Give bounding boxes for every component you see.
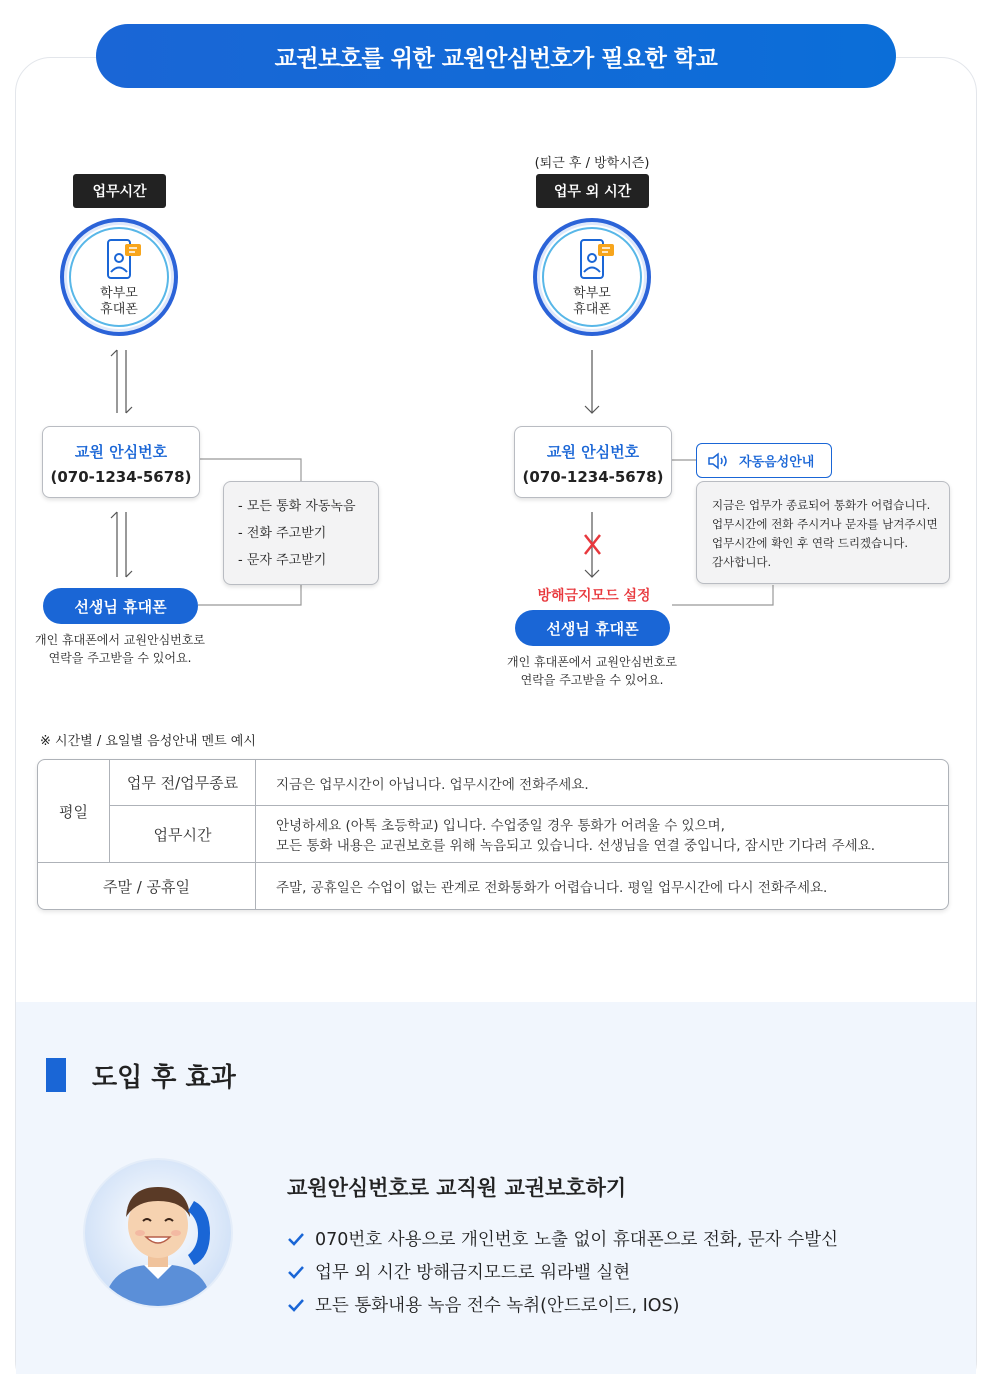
effects-title: 교원안심번호로 교직원 교권보호하기 [287,1176,627,1200]
ment-table-title: ※ 시간별 / 요일별 음성안내 멘트 예시 [40,734,256,749]
effect-text: 업무 외 시간 방해금지모드로 워라밸 실현 [315,1263,631,1283]
table-row [38,806,948,863]
row-label: 주말 / 공휴일 [38,863,256,909]
bidirectional-arrow-top [111,350,132,413]
circle-label-line1: 학부모 [573,286,611,301]
teacher-phone-desc: 개인 휴대폰에서 교원안심번호로 연락을 주고받을 수 있어요. [35,633,205,665]
teacher-avatar [82,1157,234,1309]
feature-item: - 모든 통화 자동녹음 [238,499,356,514]
weekday-cell: 평일 [38,760,110,863]
work-hours-tag: 업무시간 [73,174,166,208]
check-icon [287,1298,305,1312]
parent-phone-circle [533,218,651,336]
row-label: 업무 전/업무종료 [110,760,256,806]
teacher-phone-desc: 개인 휴대폰에서 교원안심번호로 연락을 주고받을 수 있어요. [507,655,677,687]
safe-number-box [42,426,200,498]
feature-item: - 문자 주고받기 [238,553,327,568]
feature-item: - 전화 주고받기 [238,526,327,541]
parent-phone-circle [60,218,178,336]
parent-phone-icon [106,236,144,282]
safe-number-value: (070-1234-5678) [50,468,192,486]
effect-text: 070번호 사용으로 개인번호 노출 없이 휴대폰으로 전화, 문자 수발신 [315,1230,838,1250]
list-item [287,1255,838,1288]
effect-text: 모든 통화내용 녹음 전수 녹취(안드로이드, IOS) [315,1296,680,1316]
bidirectional-arrow-bottom [111,512,132,577]
safe-number-value: (070-1234-5678) [522,468,664,486]
list-item [287,1288,838,1321]
teacher-phone-pill: 선생님 휴대폰 [515,610,670,646]
speaker-icon [707,452,731,470]
teacher-phone-pill: 선생님 휴대폰 [43,588,198,624]
check-icon [287,1265,305,1279]
safe-number-title: 교원 안심번호 [546,443,640,461]
circle-label-line2: 휴대폰 [573,302,611,317]
after-hours-note: (퇴근 후 / 방학시즌) [534,156,650,171]
down-arrow-top [585,350,599,413]
page-title: 교권보호를 위한 교원안심번호가 필요한 학교 [96,24,896,88]
table-row [38,760,948,806]
voice-ment-table [37,759,949,910]
section-marker [46,1058,66,1092]
effects-list [287,1222,838,1321]
auto-voice-label: 자동음성안내 [739,455,815,470]
circle-label-line1: 학부모 [100,286,138,301]
voice-message-box: 지금은 업무가 종료되어 통화가 어렵습니다. 업무시간에 전화 주시거나 문자를 남겨주시면 업무시간에 확인 후 연락 드리겠습니다. 감사합니다. [696,481,950,584]
parent-phone-icon [579,236,617,282]
do-not-disturb-label: 방해금지모드 설정 [537,588,651,604]
auto-voice-tag [696,443,832,478]
section-title: 도입 후 효과 [92,1063,236,1093]
circle-label-line2: 휴대폰 [100,302,138,317]
table-row [38,863,948,909]
after-hours-tag: 업무 외 시간 [536,174,649,208]
row-text: 안녕하세요 (아톡 초등학교) 입니다. 수업중일 경우 통화가 어려울 수 있으며, 모든 통화 내용은 교권보호를 위해 녹음되고 있습니다. 선생님을 연결 중입니다, 잠시만 기다려 주세요. [256,806,948,863]
row-text: 지금은 업무시간이 아닙니다. 업무시간에 전화주세요. [256,760,948,806]
safe-number-title: 교원 안심번호 [74,443,168,461]
row-text: 주말, 공휴일은 수업이 없는 관계로 전화통화가 어렵습니다. 평일 업무시간에 다시 전화주세요. [276,880,828,896]
check-icon [287,1232,305,1246]
safe-number-box [514,426,672,498]
list-item [287,1222,838,1255]
row-label: 업무시간 [110,806,256,863]
feature-list [223,481,379,585]
